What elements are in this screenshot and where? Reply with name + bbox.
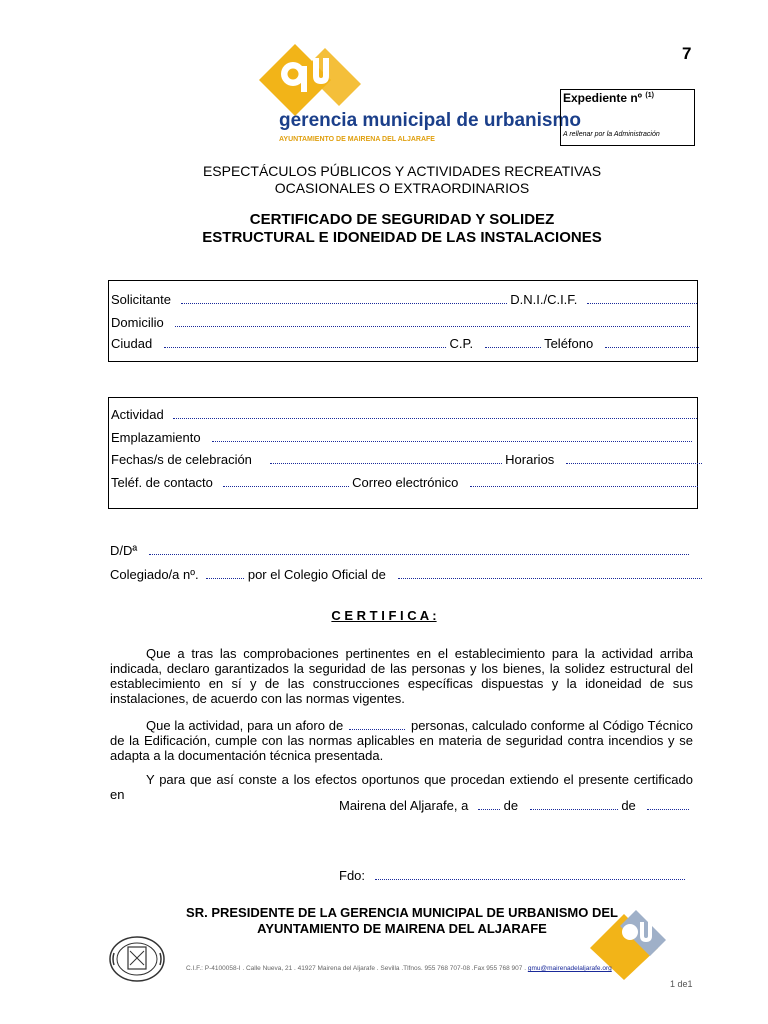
domicilio-row <box>111 314 690 330</box>
page-number: 7 <box>682 44 692 63</box>
expediente-note: A rellenar por la Administración <box>563 131 660 138</box>
aforo-field[interactable] <box>349 717 405 730</box>
day-field[interactable] <box>478 797 500 810</box>
fdo-label: Fdo: <box>339 868 366 883</box>
footer-page-count: 1 de1 <box>670 979 693 989</box>
header-line2: OCASIONALES O EXTRAORDINARIOS <box>274 180 530 196</box>
gu-logo-icon <box>255 40 365 116</box>
ciudad-row <box>111 335 699 351</box>
logo-subtitle: AYUNTAMIENTO DE MAIRENA DEL ALJARAFE <box>279 136 435 143</box>
dd-field[interactable] <box>149 542 689 555</box>
dd-row <box>110 542 689 558</box>
expediente-label-text: Expediente nº <box>563 91 643 105</box>
correo-label: Correo electrónico <box>352 475 459 490</box>
date-line <box>339 797 689 813</box>
paragraph-2-start: Que la actividad, para un aforo de <box>146 718 344 733</box>
expediente-sup: (1) <box>645 92 654 99</box>
paragraph-1: Que a tras las comprobaciones pertinentes en el establecimiento para la actividad arriba indicada, declaro garantizados la seguridad de las personas y los bienes, la solidez estructural del establecimiento en sí y de las construcciones específicas dispuestas y la idoneidad de sus instalaciones, de acuerdo con las normas vigentes. <box>110 646 693 706</box>
place-label: Mairena del Aljarafe, a <box>339 798 469 813</box>
cp-field[interactable] <box>485 335 541 348</box>
document-title-line1: CERTIFICADO DE SEGURIDAD Y SOLIDEZ <box>249 211 555 228</box>
dd-label: D/Dª <box>110 543 138 558</box>
addressee-line2: AYUNTAMIENTO DE MAIRENA DEL ALJARAFE <box>257 921 547 936</box>
fechas-label: Fechas/s de celebración <box>111 452 252 467</box>
domicilio-label: Domicilio <box>111 315 164 330</box>
municipal-seal-icon <box>108 935 166 983</box>
signature-field[interactable] <box>375 867 685 880</box>
telefono-field[interactable] <box>605 335 699 348</box>
solicitante-row <box>111 291 697 307</box>
colegiado-field[interactable] <box>206 566 244 579</box>
ciudad-field[interactable] <box>164 335 446 348</box>
solicitante-field[interactable] <box>181 291 507 304</box>
colegiado-row <box>110 566 702 582</box>
certifica-heading: C E R T I F I C A : <box>331 608 437 623</box>
expediente-label <box>563 91 654 105</box>
logo-name: gerencia municipal de urbanismo <box>279 110 581 131</box>
telef-contacto-label: Teléf. de contacto <box>111 475 213 490</box>
footer-contact <box>186 965 612 972</box>
horarios-field[interactable] <box>566 451 702 464</box>
footer-email-link[interactable]: gmu@mairenadelaljarafe.org <box>527 965 612 972</box>
year-field[interactable] <box>647 797 689 810</box>
de-label-2: de <box>621 798 636 813</box>
dni-label: D.N.I./C.I.F. <box>510 292 578 307</box>
paragraph-3: Y para que así conste a los efectos oportunos que procedan extiendo el presente certificado en <box>110 772 693 802</box>
document-title-line2: ESTRUCTURAL E IDONEIDAD DE LAS INSTALACIONES <box>202 229 602 246</box>
paragraph-2-end: personas, calculado conforme al Código Técnico de la Edificación, cumple con las normas aplicables en materia de seguridad contra incendios y se adapta a la documentación técnica presentada. <box>110 718 693 763</box>
de-label-1: de <box>503 798 519 813</box>
telefono-label: Teléfono <box>544 336 594 351</box>
telef-contacto-field[interactable] <box>223 474 349 487</box>
actividad-field[interactable] <box>173 406 697 419</box>
activity-box <box>108 397 698 509</box>
colegiado-label: Colegiado/a nº. <box>110 567 199 582</box>
addressee-line1: SR. PRESIDENTE DE LA GERENCIA MUNICIPAL DE URBANISMO DEL <box>186 905 618 920</box>
actividad-row <box>111 406 697 422</box>
fechas-row <box>111 451 702 467</box>
cp-label: C.P. <box>449 336 474 351</box>
gmu-logo <box>255 40 581 152</box>
emplazamiento-label: Emplazamiento <box>111 430 201 445</box>
fdo-row <box>339 867 685 883</box>
fechas-field[interactable] <box>270 451 502 464</box>
solicitante-label: Solicitante <box>111 292 171 307</box>
correo-field[interactable] <box>470 474 698 487</box>
colegio-label: por el Colegio Oficial de <box>247 567 386 582</box>
colegio-field[interactable] <box>398 566 702 579</box>
paragraph-2 <box>110 717 693 763</box>
emplazamiento-row <box>111 429 692 445</box>
expediente-box <box>560 89 695 146</box>
horarios-label: Horarios <box>505 452 555 467</box>
month-field[interactable] <box>530 797 618 810</box>
domicilio-field[interactable] <box>175 314 690 327</box>
header-line1: ESPECTÁCULOS PÚBLICOS Y ACTIVIDADES RECREATIVAS <box>202 163 602 179</box>
ciudad-label: Ciudad <box>111 336 153 351</box>
dni-field[interactable] <box>587 291 697 304</box>
actividad-label: Actividad <box>111 407 164 422</box>
footer-address: C.I.F.: P-4100058-I . Calle Nueva, 21 . 41927 Mairena del Aljarafe . Sevilla .Tlfnos. 955 768 707-08 .Fax 955 768 907 . <box>186 965 527 972</box>
contacto-row <box>111 474 698 490</box>
applicant-box <box>108 280 698 362</box>
emplazamiento-field[interactable] <box>212 429 692 442</box>
